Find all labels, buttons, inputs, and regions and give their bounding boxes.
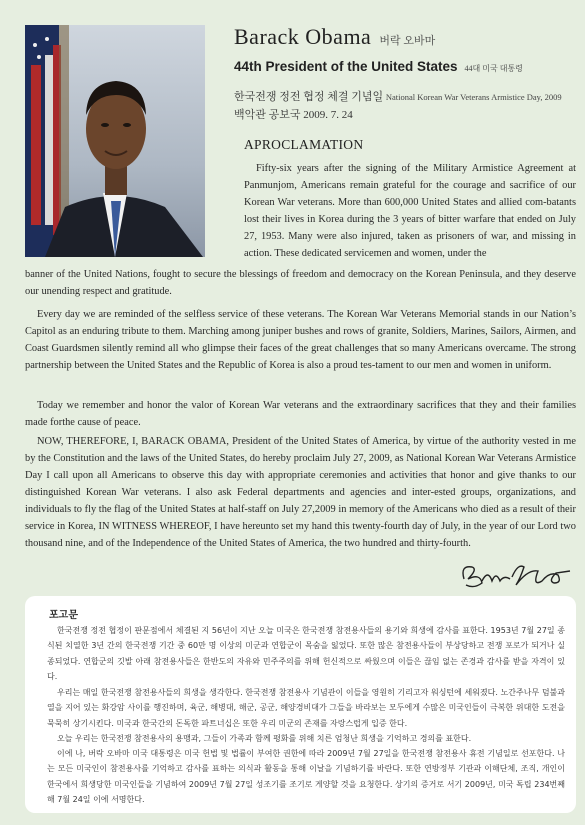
header <box>234 24 574 124</box>
korean-paragraph-1: 한국전쟁 정전 협정이 판문점에서 체결된 지 56년이 지난 오늘 미국은 한국전쟁 참전용사들의 용기와 희생에 감사를 표한다. 1953년 7월 27일 종식된 치열한 3년 간의 한국전쟁 기간 중 60만 명 이상의 미군과 연합군이 목숨을 잃었다. 또한 많은 참전용사들이 부상당하고 전쟁 포로가 되거나 실종되었다. 연합군의 깃발 아래 참전용사들은 한반도의 자유와 민주주의를 위해 헌신적으로 싸웠으며 이들은 끊임 없는 존경과 감사를 받을 자격이 있다. <box>47 626 565 682</box>
korean-translation-title: 포고문 <box>49 610 78 621</box>
proclamation-intro-continued: banner of the United Nations, fought to secure the blessings of freedom and democracy on the Korean Peninsula, and they deserve our unending respect and gratitude. <box>25 269 576 297</box>
korean-paragraph-2: 우리는 매일 한국전쟁 참전용사들의 희생을 생각한다. 한국전쟁 참전용사 기념관이 이들을 영원히 기리고자 워싱턴에 세워졌다. 노간주나무 덤불과 열을 지어 있는 화강암 사이를 행진하며, 육군, 해병대, 해군, 공군, 해양경비대가 그들을 바라보는 모두에게 수많은 미국인들이 극복한 위대한 도전을 묵묵히 상기시킨다. 미국과 한국간의 돈독한 파트너십은 또한 우리 미군의 존재를 자랑스럽게 입증 한다. <box>47 688 565 728</box>
proclamation-paragraph-3: Today we remember and honor the valor of Korean War veterans and the extraordinary sacrifices that they and their families made forthe cause of peace. <box>25 400 576 428</box>
korean-paragraph-3: 오늘 우리는 한국전쟁 참전용사의 용맹과, 그들이 가족과 함께 평화를 위해 치른 엄청난 희생을 기억하고 경의를 표한다. <box>57 734 472 743</box>
president-name: Barack Obama <box>234 24 372 49</box>
event-name-english: National Korean War Veterans Armistice Day, 2009 <box>385 92 562 102</box>
title-line <box>234 58 574 76</box>
name-line <box>234 24 574 50</box>
portrait-illustration <box>25 25 205 257</box>
proclamation-heading: APROCLAMATION <box>244 137 364 152</box>
president-name-korean: 버락 오바마 <box>379 35 436 47</box>
us-flag-icon <box>25 25 61 257</box>
korean-translation-panel <box>25 596 576 813</box>
president-title-korean: 44대 미국 대통령 <box>464 64 523 73</box>
obama-portrait-photo <box>25 25 205 257</box>
publisher-line: 백악관 공보국 2009. 7. 24 <box>234 109 353 121</box>
proclamation-paragraph-2: Every day we are reminded of the selfless service of these veterans. The Korean War Veterans Memorial stands in our Nation’s Capitol as an enduring tribute to them. Marching among juniper bushes and rows of granite, Soldiers, Marines, Sailors, Airmen, and Coast Guardsmen silently remind all who glimpse their faces of the great challenges that so many Americans overcame. The strong partnership between the United States and the Republic of Korea is also a proud tes-tament to our men and women in uniform. <box>25 309 576 371</box>
korean-paragraph-4: 이에 나, 버락 오바마 미국 대통령은 미국 헌법 및 법률이 부여한 권한에 따라 2009년 7월 27일을 한국전쟁 참전용사 휴전 기념일로 선포한다. 나는 모든 미국인이 참전용사를 기억하고 감사를 표하는 의식과 활동을 통해 이날을 기념하기를 바란다. 또한 연방정부 기관과 이해단체, 조직, 개인이 한국에서 희생당한 미국인들을 기념하여 2009년 7월 27일 성조기를 조기로 게양할 것을 요청한다. 상기의 증거로 서기 2009년, 미국 독립 234번째 해 7월 24일 이에 서명한다. <box>47 749 565 805</box>
president-title: 44th President of the United States <box>234 59 458 74</box>
proclamation-intro: Fifty-six years after the signing of the Military Armistice Agreement at Panmunjom, Americans remain grateful for the courage and sacrifice of our Korean War veterans. More than 600,000 United States and allied com-batants lost their lives in Korea during the 3 years of bitter warfare that ended on July 27, 1953. Many were also injured, taken as prisoners of war, and missing in action. These dedicated servicemen and women, under the <box>244 163 576 259</box>
signature-icon <box>458 557 576 593</box>
event-meta <box>234 88 574 124</box>
event-name-korean: 한국전쟁 정전 협정 체결 기념일 <box>234 91 384 103</box>
proclamation-paragraph-4: NOW, THEREFORE, I, BARACK OBAMA, President of the United States of America, by virtue of the authority vested in me by the Constitution and the laws of the United States, do hereby proclaim July 27, 2009, as National Korean War Veterans Armistice Day I call upon all Americans to observe this day with appropriate ceremonies and activities that honor and give thanks to our distinguished Korean War veterans. I also ask Federal departments and agencies and inter-ested groups, organizations, and individuals to fly the flag of the United States at half-staff on July 27,2009 in memory of the Americans who died as a result of their service in Korea, IN WITNESS WHEREOF, I have hereunto set my hand this twenty-fourth day of July, in the year of our Lord two thousand nine, and of the Independence of the United States of America, the two hundred and thirty-fourth. <box>25 436 576 549</box>
